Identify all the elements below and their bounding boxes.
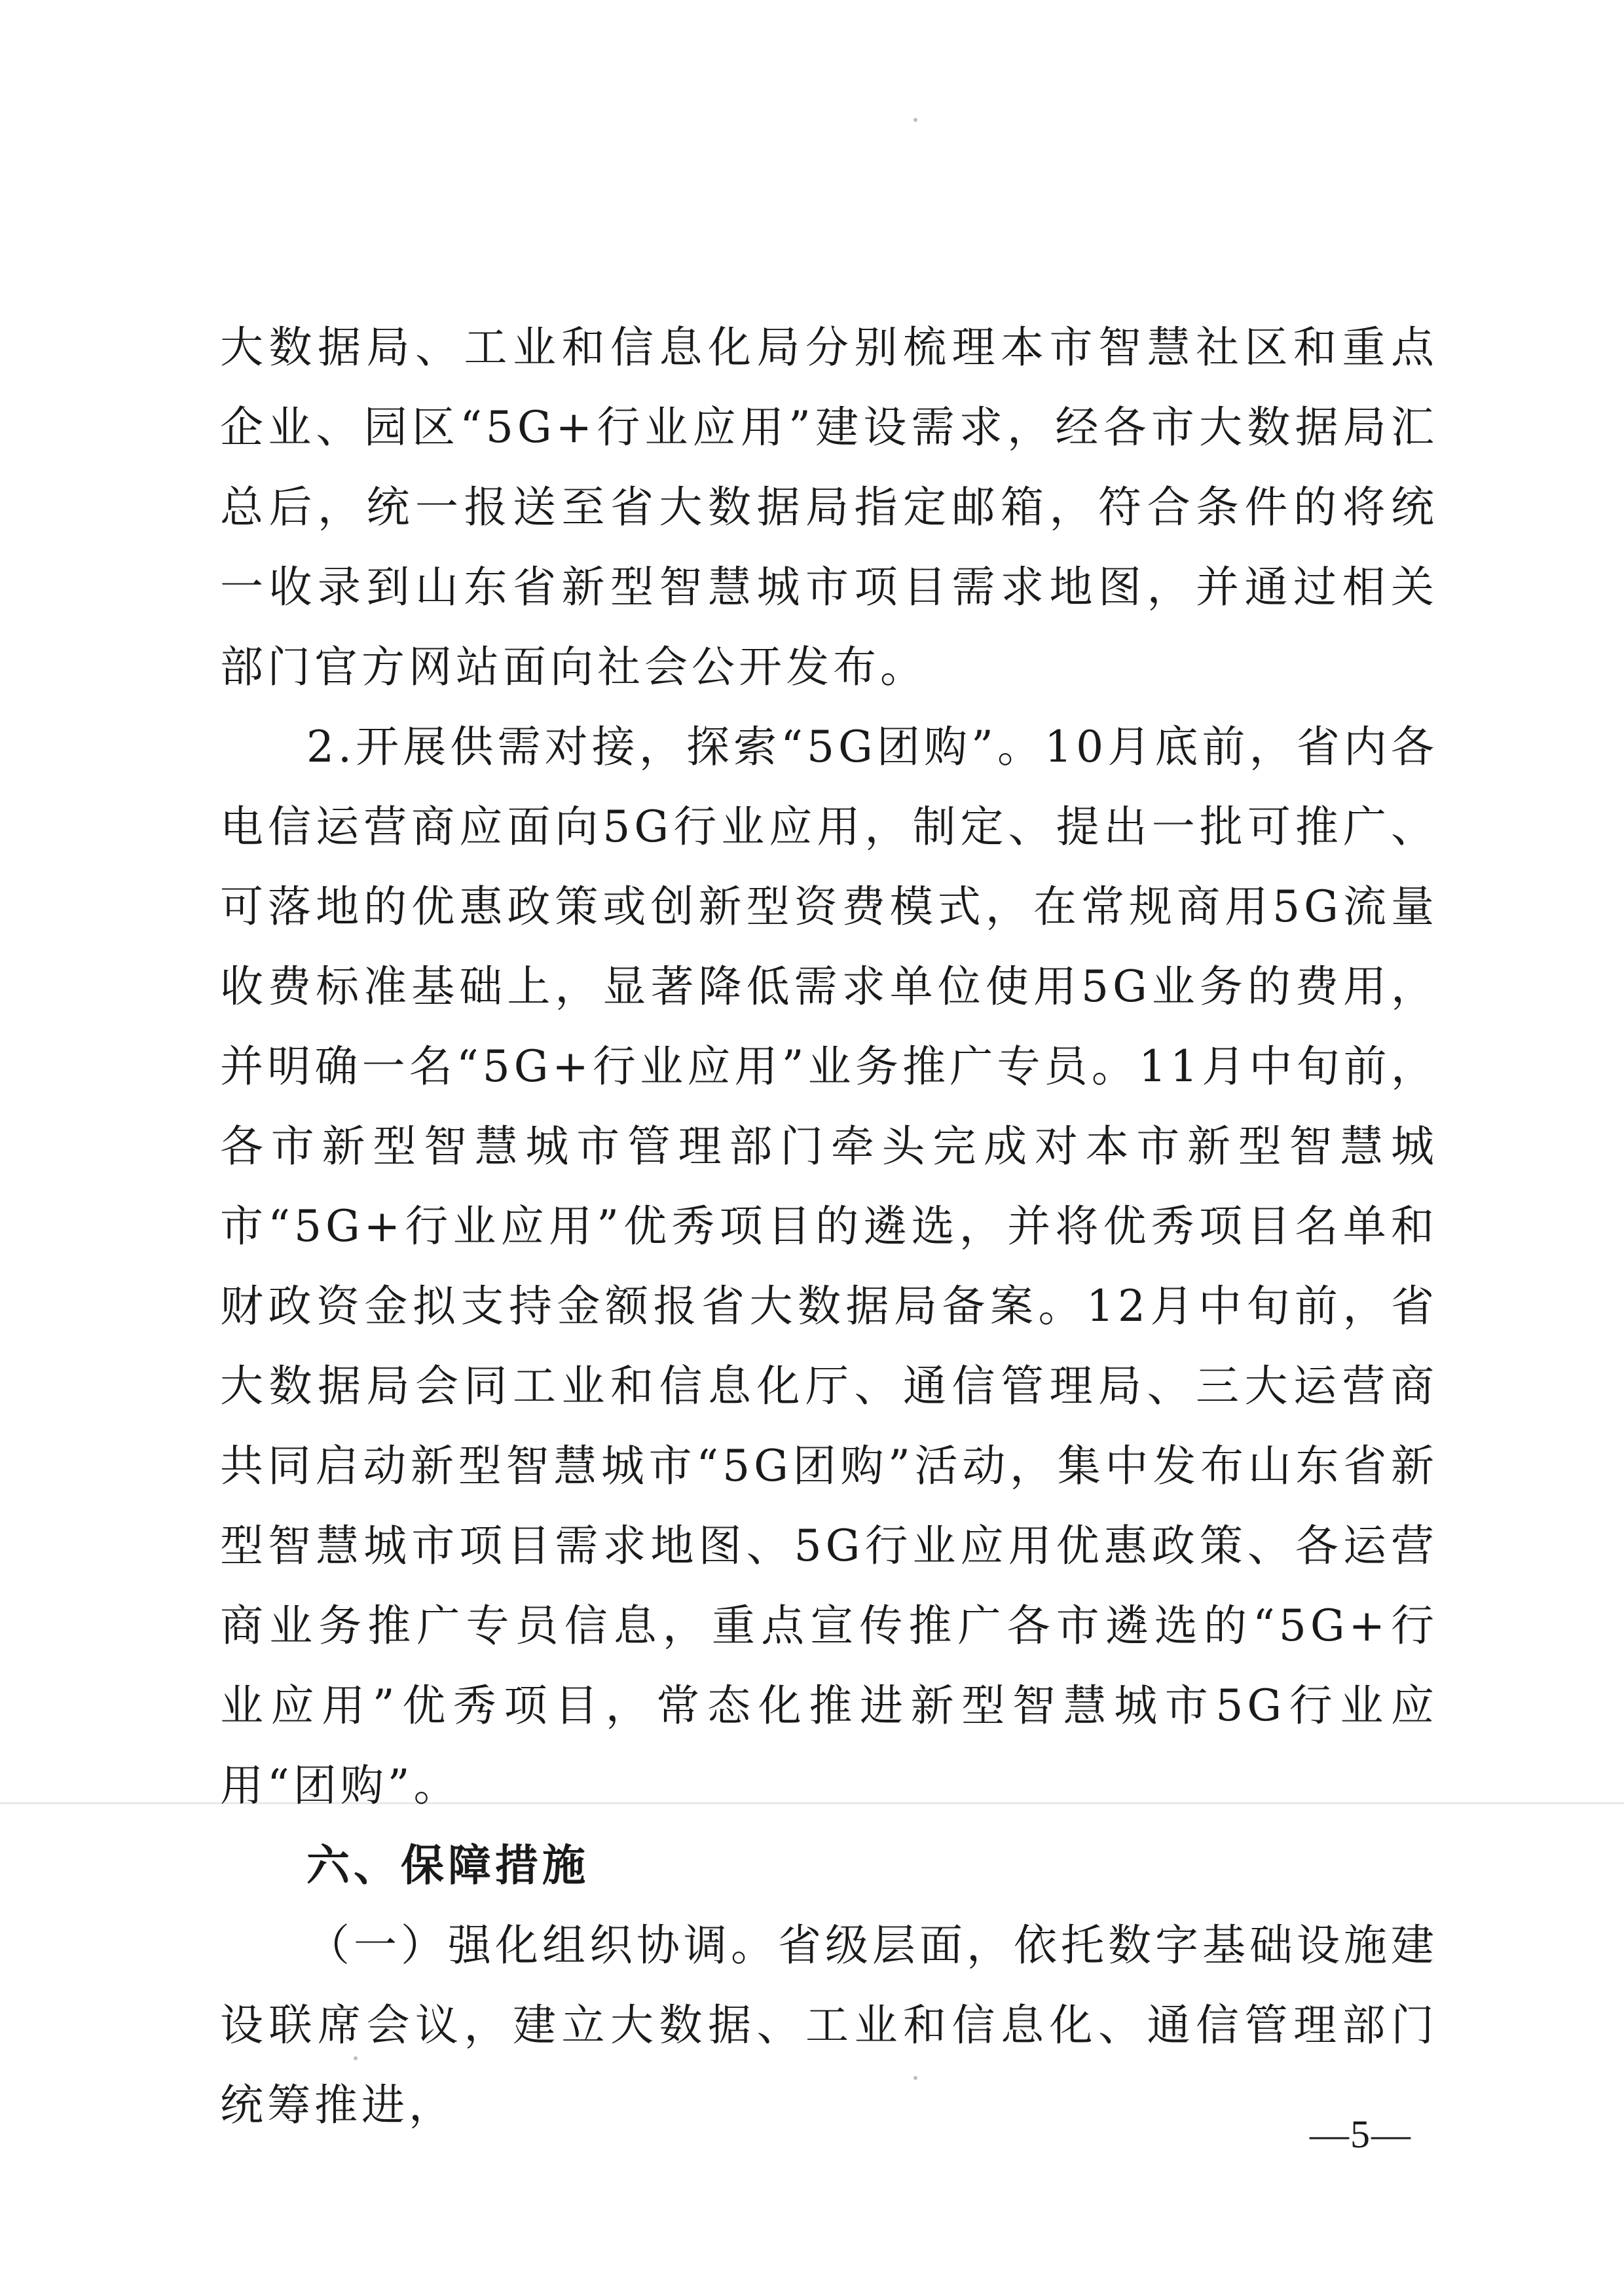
paragraph-continuation: 大数据局、工业和信息化局分别梳理本市智慧社区和重点企业、园区“5G+行业应用”建设需求，经各市大数据局汇总后，统一报送至省大数据局指定邮箱，符合条件的将统一收录到山东省新型智慧城市项目需求地图，并通过相关部门官方网站面向社会公开发布。 — [220, 322, 1438, 692]
scan-speck — [913, 118, 917, 122]
paragraph-supply-demand: 2.开展供需对接，探索“5G团购”。10月底前，省内各电信运营商应面向5G行业应用，制定、提出一批可推广、可落地的优惠政策或创新型资费模式，在常规商用5G流量收费标准基础上，显著降低需求单位使用5G业务的费用，并明确一名“5G+行业应用”业务推广专员。11月中旬前，各市新型智慧城市管理部门牵头完成对本市新型智慧城市“5G+行业应用”优秀项目的遴选，并将优秀项目名单和财政资金拟支持金额报省大数据局备案。12月中旬前，省大数据局会同工业和信息化厅、通信管理局、三大运营商共同启动新型智慧城市“5G团购”活动，集中发布山东省新型智慧城市项目需求地图、5G行业应用优惠政策、各运营商业务推广专员信息，重点宣传推广各市遴选的“5G+行业应用”优秀项目，常态化推进新型智慧城市5G行业应用“团购”。 — [220, 722, 1438, 1811]
document-body — [220, 308, 1438, 2145]
paragraph-organization: （一）强化组织协调。省级层面，依托数字基础设施建设联席会议，建立大数据、工业和信息化、通信管理部门统筹推进， — [220, 1920, 1438, 2130]
page-number: —5— — [1310, 2113, 1412, 2156]
section-heading: 六、保障措施 — [306, 1840, 589, 1891]
